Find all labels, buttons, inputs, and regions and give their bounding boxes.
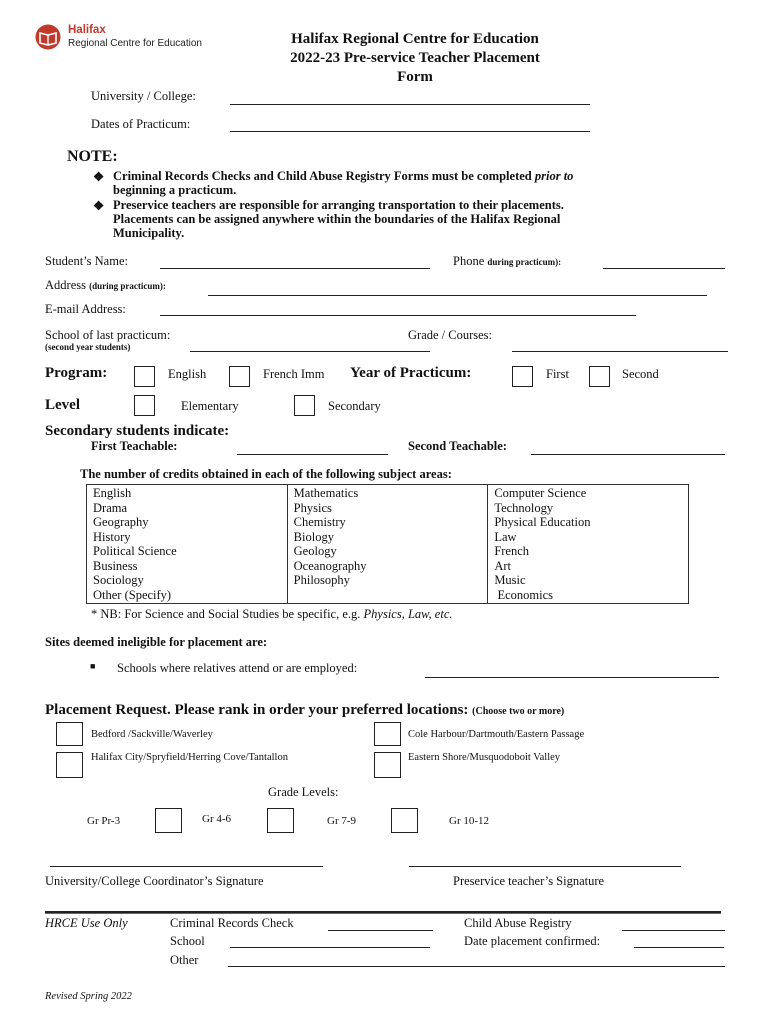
address-label [45, 278, 166, 293]
list-item: Chemistry [293, 515, 346, 529]
first-teachable-label: First Teachable: [91, 439, 178, 453]
elementary-label: Elementary [181, 399, 239, 413]
halifax-city-checkbox[interactable] [56, 752, 83, 778]
credits-nb [91, 607, 453, 622]
placement-heading-sub: (Choose two or more) [472, 706, 565, 717]
ineligible-heading: Sites deemed ineligible for placement are: [45, 635, 268, 649]
other-hrce-input[interactable] [228, 966, 725, 967]
grade-10-12-label: Gr 10-12 [449, 815, 490, 827]
note-bullet1-text: Criminal Records Checks and Child Abuse Registry Forms must be completed [113, 169, 532, 183]
english-checkbox[interactable] [134, 366, 155, 387]
phone-label-sub: during practicum): [487, 257, 562, 267]
grade-4-6-checkbox[interactable] [267, 808, 294, 833]
grade-pr3-label: Gr Pr-3 [87, 815, 121, 827]
english-label: English [168, 367, 207, 381]
criminal-check-label: Criminal Records Check [170, 916, 294, 930]
hrce-divider [45, 911, 721, 914]
french-imm-checkbox[interactable] [229, 366, 250, 387]
secondary-checkbox[interactable] [294, 395, 315, 416]
grade-levels-label: Grade Levels: [268, 785, 339, 799]
title-line1: Halifax Regional Centre for Education [291, 31, 539, 47]
ineligible-input[interactable] [425, 677, 719, 678]
email-input[interactable] [160, 315, 636, 316]
phone-input[interactable] [603, 268, 725, 269]
list-item: Physical Education [494, 515, 591, 529]
list-item: French [494, 544, 530, 558]
list-item: Technology [494, 500, 554, 515]
list-item: Economics [494, 587, 553, 602]
university-label: University / College: [91, 89, 196, 103]
email-label: E-mail Address: [45, 302, 126, 316]
program-label: Program: [45, 365, 108, 381]
ineligible-bullet: Schools where relatives attend or are employed: [117, 661, 358, 675]
list-item: Mathematics [293, 486, 359, 500]
title-line3: Form [397, 69, 433, 85]
credits-col-1 [87, 485, 288, 604]
revised-note: Revised Spring 2022 [45, 991, 132, 1002]
cole-harbour-label: Cole Harbour/Dartmouth/Eastern Passage [408, 729, 585, 740]
grade-4-6-label: Gr 4-6 [202, 813, 232, 825]
note-bullet2-cont1: Placements can be assigned anywhere within the boundaries of the Halifax Regional [113, 212, 561, 226]
secondary-label: Secondary [328, 399, 381, 413]
list-item: History [93, 529, 131, 544]
date-confirmed-input[interactable] [634, 947, 724, 948]
school-input[interactable] [190, 351, 430, 352]
dates-input[interactable] [230, 131, 590, 132]
school-label: School of last practicum: [45, 328, 171, 342]
school-hrce-label: School [170, 934, 205, 948]
list-item: Biology [293, 529, 334, 544]
form-title [205, 30, 625, 87]
list-item: Art [494, 558, 511, 573]
list-item: Physics [293, 500, 332, 515]
second-year-label: Second [622, 367, 659, 381]
phone-label [453, 254, 561, 269]
title-line2: 2022-23 Pre-service Teacher Placement [290, 50, 540, 66]
student-name-label: Student’s Name: [45, 254, 128, 268]
list-item: Geology [293, 544, 337, 558]
french-imm-label: French Imm [263, 367, 325, 381]
credits-nb-emphasis: Physics, Law, etc. [363, 607, 453, 621]
date-confirmed-label: Date placement confirmed: [464, 934, 601, 948]
teacher-signature-line[interactable] [409, 866, 681, 867]
grade-label: Grade / Courses: [408, 328, 493, 342]
bedford-label: Bedford /Sackville/Waverley [91, 729, 213, 740]
list-item: Other (Specify) [93, 587, 172, 602]
eastern-shore-checkbox[interactable] [374, 752, 401, 778]
grade-input[interactable] [512, 351, 728, 352]
address-input[interactable] [208, 295, 707, 296]
first-year-checkbox[interactable] [512, 366, 533, 387]
placement-heading [45, 702, 564, 719]
address-label-text: Address [45, 278, 86, 292]
dates-label: Dates of Practicum: [91, 117, 191, 131]
level-label: Level [45, 397, 80, 413]
list-item: Oceanography [293, 558, 367, 573]
other-hrce-label: Other [170, 953, 199, 967]
note-bullet1-emphasis: prior to [534, 169, 574, 183]
list-item: Business [93, 558, 138, 573]
address-label-sub: (during practicum): [89, 281, 166, 291]
list-item: Geography [93, 515, 149, 529]
elementary-checkbox[interactable] [134, 395, 155, 416]
list-item: English [93, 486, 132, 500]
first-year-label: First [546, 367, 569, 381]
note-bullet1-marker: ❖ [93, 170, 105, 184]
credits-col-2 [287, 485, 488, 604]
school-sub-label: (second year students) [45, 342, 131, 352]
halifax-city-label: Halifax City/Spryfield/Herring Cove/Tantallon [91, 752, 288, 763]
bedford-checkbox[interactable] [56, 722, 83, 746]
child-abuse-input[interactable] [622, 930, 725, 931]
year-label: Year of Practicum: [350, 365, 472, 381]
cole-harbour-checkbox[interactable] [374, 722, 401, 746]
secondary-heading: Secondary students indicate: [45, 423, 230, 439]
note-bullet1-cont: beginning a practicum. [113, 183, 237, 197]
list-item: Music [494, 573, 526, 587]
placement-heading-text: Placement Request. Please rank in order your preferred locations: [45, 702, 469, 718]
teacher-signature-label: Preservice teacher’s Signature [453, 874, 605, 888]
first-teachable-input[interactable] [237, 454, 388, 455]
list-item: Law [494, 529, 517, 544]
credits-heading: The number of credits obtained in each of the following subject areas: [80, 467, 452, 481]
grade-7-9-checkbox[interactable] [391, 808, 418, 833]
note-bullet1 [113, 169, 573, 184]
credits-nb-text: * NB: For Science and Social Studies be specific, e.g. [91, 607, 361, 621]
hrce-label: HRCE Use Only [45, 916, 128, 930]
credits-table [86, 484, 689, 604]
list-item: Drama [93, 500, 128, 515]
ineligible-bullet-marker: ■ [90, 661, 96, 671]
coordinator-signature-line[interactable] [50, 866, 323, 867]
book-icon [34, 24, 62, 50]
logo-line1: Halifax [68, 24, 106, 36]
university-input[interactable] [230, 104, 590, 105]
child-abuse-label: Child Abuse Registry [464, 916, 572, 930]
table-row [87, 485, 689, 604]
note-bullet2: Preservice teachers are responsible for arranging transportation to their placements. [113, 198, 564, 212]
eastern-shore-label: Eastern Shore/Musquodoboit Valley [408, 752, 561, 763]
criminal-check-input[interactable] [328, 930, 433, 931]
note-heading: NOTE: [67, 148, 118, 165]
list-item: Political Science [93, 544, 177, 558]
grade-7-9-label: Gr 7-9 [327, 815, 357, 827]
note-bullet2-cont2: Municipality. [113, 226, 185, 240]
school-hrce-input[interactable] [230, 947, 430, 948]
phone-label-text: Phone [453, 254, 485, 268]
list-item: Philosophy [293, 573, 350, 587]
list-item: Sociology [93, 573, 144, 587]
logo-line2: Regional Centre for Education [68, 38, 202, 49]
second-teachable-input[interactable] [531, 454, 725, 455]
grade-pr3-checkbox[interactable] [155, 808, 182, 833]
credits-col-3 [488, 485, 689, 604]
second-teachable-label: Second Teachable: [408, 439, 507, 453]
note-bullet2-marker: ❖ [93, 199, 105, 213]
second-year-checkbox[interactable] [589, 366, 610, 387]
coordinator-signature-label: University/College Coordinator’s Signature [45, 874, 264, 888]
list-item: Computer Science [494, 486, 587, 500]
student-name-input[interactable] [160, 268, 430, 269]
